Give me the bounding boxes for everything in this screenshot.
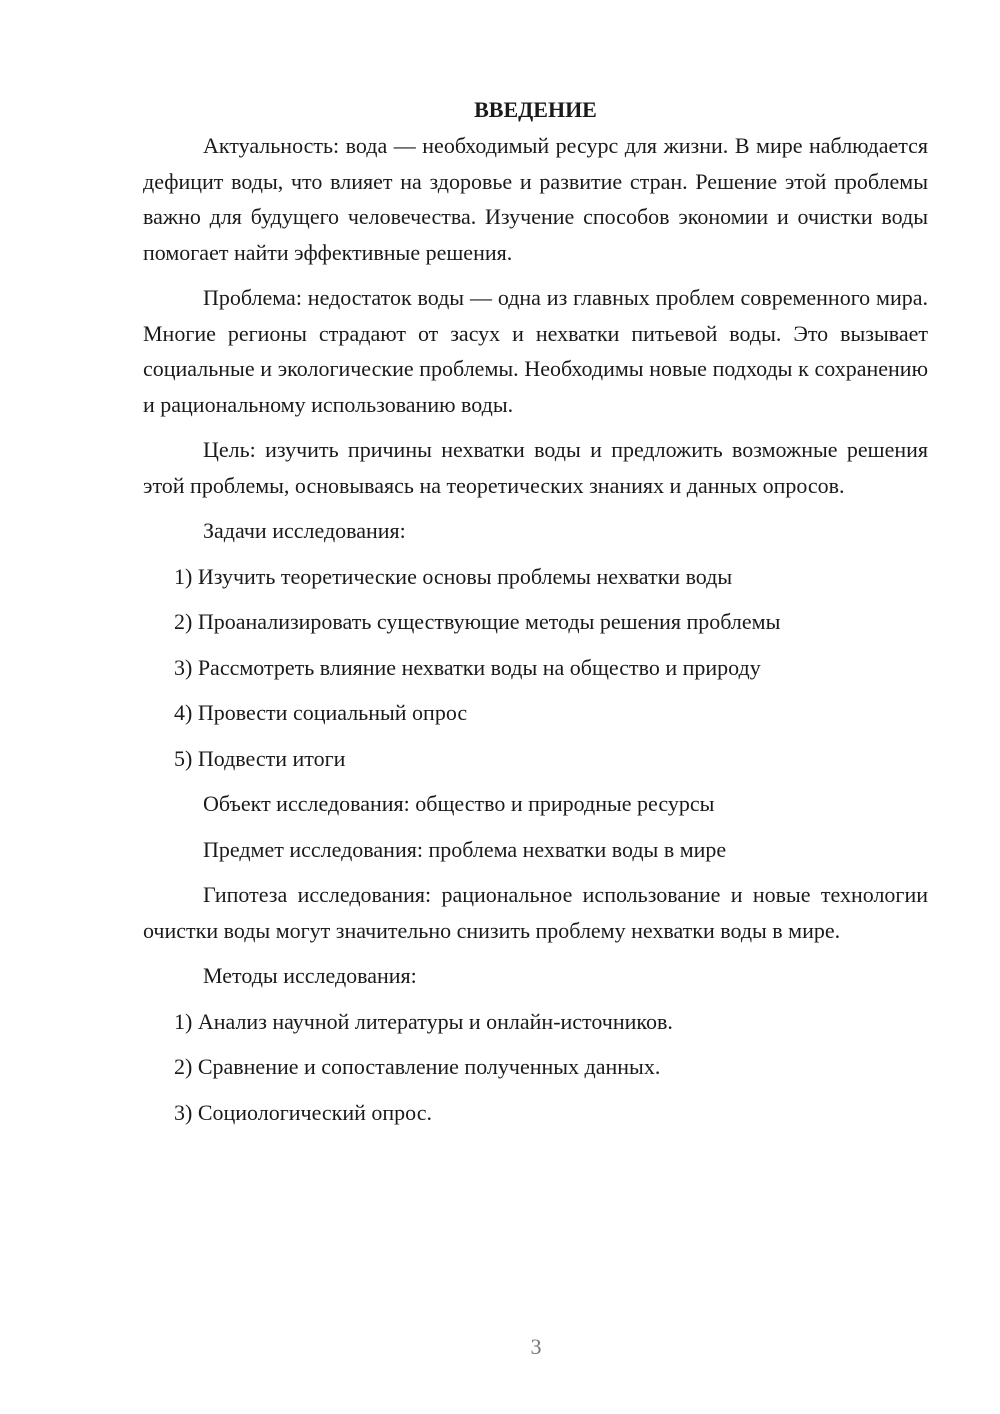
tasks-title: Задачи исследования: [203,518,406,543]
page-content [143,92,928,1140]
list-item: 4) Провести социальный опрос [174,700,468,725]
list-item: 1) Анализ научной литературы и онлайн-источников. [174,1008,673,1034]
methods-list [143,1004,928,1131]
subject-line: Предмет исследования: проблема нехватки воды в мире [203,836,727,862]
object-line: Объект исследования: общество и природные ресурсы [203,791,715,816]
relevance-paragraph: Актуальность: вода — необходимый ресурс для жизни. В мире наблюдается дефицит воды, что влияет на здоровье и развитие стран. Решение этой проблемы важно для будущего человечества. Изучение способов экономии и очистки воды помогает найти эффективные решения. [143,133,928,265]
tasks-list [143,559,928,777]
goal-paragraph: Цель: изучить причины нехватки воды и предложить возможные решения этой проблемы, основываясь на теоретических знаниях и данных опросов. [143,437,928,498]
methods-title: Методы исследования: [203,963,417,988]
problem-paragraph: Проблема: недостаток воды — одна из главных проблем современного мира. Многие регионы страдают от засух и нехватки питьевой воды. Это вызывает социальные и экологические проблемы. Необходимы новые подходы к сохранению и рациональному использованию воды. [143,285,928,417]
page-number: 3 [530,1334,542,1359]
list-item: 1) Изучить теоретические основы проблемы нехватки воды [174,563,733,589]
section-heading: ВВЕДЕНИЕ [474,97,597,122]
list-item: 2) Проанализировать существующие методы решения проблемы [174,609,781,634]
list-item: 3) Рассмотреть влияние нехватки воды на общество и природу [174,654,761,680]
list-item: 3) Социологический опрос. [174,1099,432,1125]
list-item: 5) Подвести итоги [174,745,346,771]
hypothesis-paragraph: Гипотеза исследования: рациональное использование и новые технологии очистки воды могут значительно снизить проблему нехватки воды в мире. [143,882,928,943]
list-item: 2) Сравнение и сопоставление полученных данных. [174,1054,661,1079]
